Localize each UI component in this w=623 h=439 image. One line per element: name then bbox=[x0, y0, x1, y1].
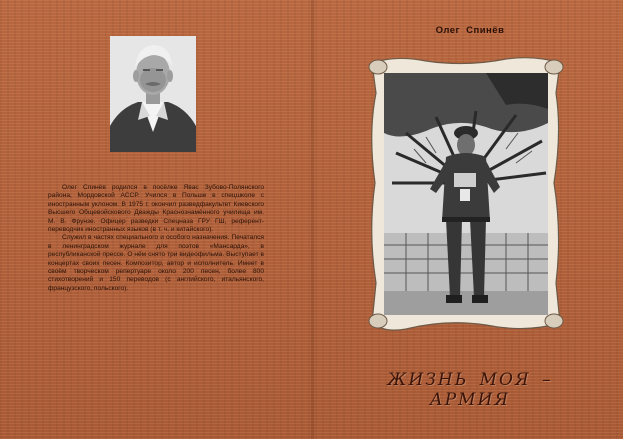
bio-paragraph: Служил в частях специального и особого назначения. Печатался в ленинградском журнале для поэтов «Мансарда», в республиканской прессе. О нём снято три видеофильма. Выступает в концертах своих песен. Композитор, автор и исполнитель. Имеет в своём творческом репертуаре около 200 песен, более 800 стихотворений и 150 переводов (с английского, итальянского, французского, польского). bbox=[48, 234, 264, 292]
book-title: ЖИЗНЬ МОЯ – АРМИЯ bbox=[387, 370, 553, 410]
author-portrait bbox=[110, 36, 196, 152]
author-portrait-image bbox=[110, 36, 196, 152]
author-biography bbox=[48, 184, 264, 293]
cover-photo-image bbox=[366, 53, 566, 335]
cover-photo-scroll bbox=[366, 53, 566, 335]
author-name: Олег Спинёв bbox=[435, 25, 505, 36]
bio-paragraph: Олег Спинёв родился в посёлке Явас Зубово-Полянского района, Мордовской АССР. Учился в Польше в спецшколе с иностранным уклоном. В 1975 г. окончил разведфакультет Киевского Высшего Общевойскового Дважды Краснознамённого училища им. М. В. Фрунзе. Офицер разведки Спецназа ГРУ ГШ, референт-переводчик иностранных языков (в т. ч. и китайского). bbox=[48, 184, 264, 234]
book-spine bbox=[311, 0, 314, 439]
